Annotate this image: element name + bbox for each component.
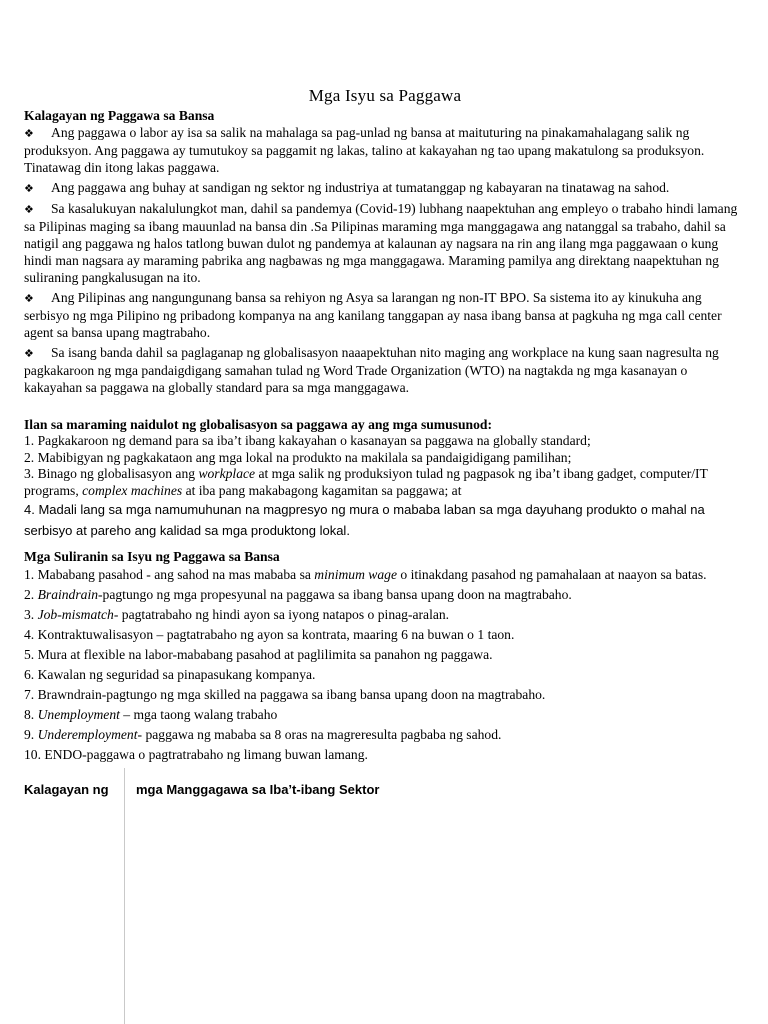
list-item: 2. Mabibigyan ng pagkakataon ang mga lokal na produkto na makilala sa pandaigidigang pamilihan;: [24, 449, 572, 465]
table-divider: [124, 768, 125, 1024]
diamond-bullet-icon: ❖: [24, 182, 34, 195]
list-item: 4. Madali lang sa mga namumuhunan na magpresyo ng mura o mababa laban sa mga dayuhang produkto o mahal na serbisyo at pareho ang kalidad sa mga produktong lokal.: [24, 502, 705, 538]
list-item: 6. Kawalan ng seguridad sa pinapasukang kompanya.: [24, 667, 316, 682]
list-item: 3. Binago ng globalisasyon ang workplace at mga salik ng produksiyon tulad ng pagpasok ng iba’t ibang gadget, computer/IT programs, complex machines at iba pang makabagong kagamitan sa paggawa; at: [24, 466, 708, 498]
list-item: 9. Underemployment- paggawa ng mababa sa 8 oras na magreresulta pagbaba ng sahod.: [24, 727, 502, 742]
diamond-bullet-icon: ❖: [24, 347, 34, 360]
globalisasyon-list: [24, 433, 746, 541]
diamond-bullet-icon: ❖: [24, 127, 34, 140]
suliranin-list: [24, 565, 746, 765]
section-heading-kalagayan: Kalagayan ng Paggawa sa Bansa: [24, 108, 215, 123]
sector-table: [0, 768, 768, 1024]
bullet-item: ❖ Ang Pilipinas ang nangungunang bansa sa rehiyon ng Asya sa larangan ng non-IT BPO. Sa sistema ito ay kinukuha ang serbisyo ng mga Pilipino ng pribadong kompanya na ang kanilang tanggapan ay nasa ibang bansa at pagkuha ng mga call center agent sa bansa upang magtrabaho.: [24, 290, 722, 340]
list-item: 5. Mura at flexible na labor-mababang pasahod at paglilimita sa panahon ng paggawa.: [24, 647, 493, 662]
list-item: 3. Job-mismatch- pagtatrabaho ng hindi ayon sa iyong natapos o pinag-aralan.: [24, 607, 450, 622]
section-heading-suliranin: Mga Suliranin sa Isyu ng Paggawa sa Bansa: [24, 549, 280, 564]
list-item: 1. Pagkakaroon ng demand para sa iba’t ibang kakayahan o kasanayan sa paggawa na globally standard;: [24, 433, 591, 448]
list-item: 2. Braindrain-pagtungo ng mga propesyunal na paggawa sa ibang bansa upang doon na magtrabaho.: [24, 587, 572, 602]
list-item: 8. Unemployment – mga taong walang trabaho: [24, 707, 278, 722]
diamond-bullet-icon: ❖: [24, 203, 34, 216]
document-page: [24, 86, 746, 765]
page-title: Mga Isyu sa Paggawa: [308, 86, 462, 105]
diamond-bullet-icon: ❖: [24, 292, 34, 305]
bullet-item: ❖ Ang paggawa o labor ay isa sa salik na mahalaga sa pag-unlad ng bansa at maituturing na pinakamahalagang salik ng produksyon. Ang paggawa ay tumutukoy sa paggamit ng lakas, talino at kakayahan ng tao upang makatulong sa produksyon. Tinatawag din itong lakas paggawa.: [24, 125, 705, 175]
bullet-list: [24, 124, 746, 396]
table-header-right: mga Manggagawa sa Iba’t-ibang Sektor: [136, 782, 380, 797]
table-header-left: Kalagayan ng: [24, 782, 109, 797]
list-item: 4. Kontraktuwalisasyon – pagtatrabaho ng ayon sa kontrata, maaring 6 na buwan o 1 taon.: [24, 627, 515, 642]
list-item: 1. Mababang pasahod - ang sahod na mas mababa sa minimum wage o itinakdang pasahod ng pamahalaan at naayon sa batas.: [24, 567, 707, 582]
bullet-item: ❖ Sa isang banda dahil sa paglaganap ng globalisasyon naaapektuhan nito maging ang workplace na kung saan nagresulta ng pagkakaroon ng mga pandaigdigang samahan tulad ng Word Trade Organization (WTO) na nagtakda ng mga kasanayan o kakayahan sa paggawa na globally standard para sa mga manggagawa.: [24, 345, 719, 395]
bullet-item: ❖ Ang paggawa ang buhay at sandigan ng sektor ng industriya at tumatanggap ng kabayaran na tinatawag na sahod.: [24, 180, 670, 195]
bullet-item: ❖ Sa kasalukuyan nakalulungkot man, dahil sa pandemya (Covid-19) lubhang naapektuhan ang empleyo o trabaho hindi lamang sa Pilipinas maging sa ibang mauunlad na bansa din .Sa Pilipinas maraming mga manggagawa ang natanggal sa trabaho, dahil sa natigil ang paggawa ng halos tatlong buwan dulot ng pandemya at kalaunan ay nagsara na rin ang ilang mga paggawaan o kung hindi man nagsara ay maraming pabrika ang nagbawas ng mga manggagawa. Maraming pamilya ang direktang naapektuhan ng suliraning pangkalusugan na ito.: [24, 201, 738, 285]
section-heading-globalisasyon: Ilan sa maraming naidulot ng globalisasyon sa paggawa ay ang mga sumusunod:: [24, 417, 492, 432]
list-item: 10. ENDO-paggawa o pagtratrabaho ng limang buwan lamang.: [24, 747, 368, 762]
list-item: 7. Brawndrain-pagtungo ng mga skilled na paggawa sa ibang bansa upang doon na magtrabaho.: [24, 687, 546, 702]
